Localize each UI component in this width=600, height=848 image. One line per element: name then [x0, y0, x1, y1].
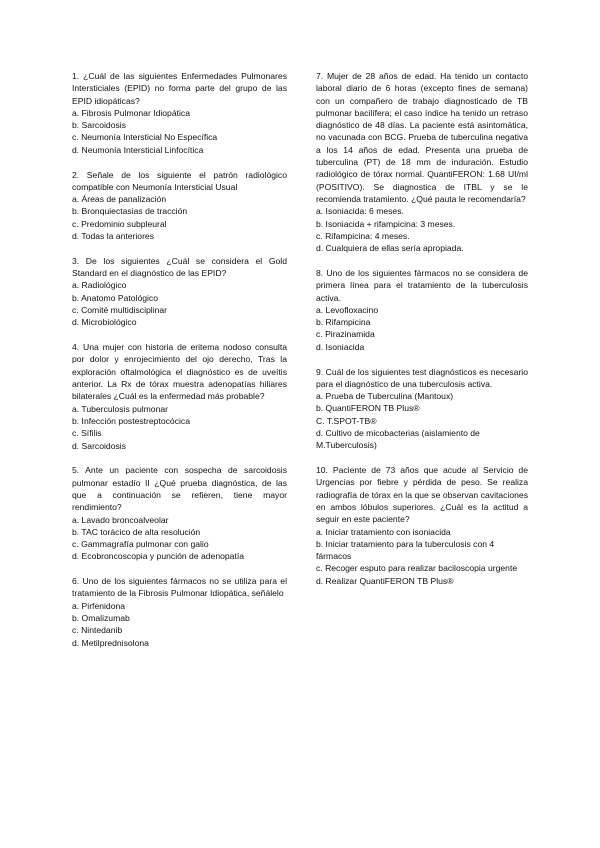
question-5: [72, 464, 287, 562]
option-b: b. Bronquiectasias de tracción: [72, 206, 188, 217]
right-column: [316, 70, 528, 600]
option-b: b. Isoniacida + rifampicina: 3 meses.: [316, 218, 456, 229]
option-c: c. Nintedanib: [72, 625, 123, 636]
option-c: c. Recoger esputo para realizar baciloscopia urgente: [316, 563, 518, 574]
question-1: [72, 70, 287, 156]
option-b: b. Rifampicina: [316, 317, 371, 328]
option-d: d. Neumonía Intersticial Linfocítica: [72, 144, 204, 155]
option-a: a. Tuberculosis pulmonar: [72, 403, 169, 414]
option-c: c. Predominio subpleural: [72, 218, 167, 229]
option-b: b. Anatomo Patológico: [72, 292, 158, 303]
question-stem: 4. Una mujer con historia de eritema nodoso consulta por dolor y enrojecimiento del ojo derecho, Tras la exploración oftalmológica el diagnóstico es de uveítis anterior. La Rx de tórax muestra adenopatías hiliares bilaterales ¿Cuál es la enfermedad más probable?: [72, 342, 287, 402]
question-6: [72, 575, 287, 649]
question-stem: 6. Uno de los siguientes fármacos no se utiliza para el tratamiento de la Fibrosis Pulmonar Idiopática, señálelo: [72, 576, 287, 599]
option-d: d. Microbiológico: [72, 317, 137, 328]
option-b: b. TAC torácico de alta resolución: [72, 526, 201, 537]
option-a: a. Radiológico: [72, 280, 127, 291]
option-c: c. Rifampicina: 4 meses.: [316, 230, 410, 241]
option-b: b. Omalizumab: [72, 613, 130, 624]
question-stem: 5. Ante un paciente con sospecha de sarcoidosis pulmonar estadío II ¿Qué prueba diagnóstica, de las que a continuación se refieren, tiene mayor rendimiento?: [72, 465, 287, 513]
question-stem: 7. Mujer de 28 años de edad. Ha tenido un contacto laboral diario de 6 horas (excepto fines de semana) con un compañero de trabajo diagnosticado de TB pulmonar bacilífera; el caso índice ha tenido un retraso diagnóstico de 48 días. La paciente está asintomática, no vacunada con BCG. Prueba de tuberculina negativa a los 14 años de edad. Presenta una prueba de tuberculina (PT) de 18 mm de induración. Estudio radiológico de tórax normal. QuantiFERON: 1.68 UI/ml (POSITIVO). Se diagnostica de ITBL y se le recomienda tratamiento. ¿Qué pauta le recomendaría?: [316, 71, 528, 204]
question-8: [316, 267, 528, 353]
left-column: [72, 70, 287, 661]
question-7: [316, 70, 528, 254]
option-a: a. Levofloxacino: [316, 304, 379, 315]
option-d: d. Isoniacida: [316, 341, 365, 352]
option-b: b. Infección postestreptocócica: [72, 415, 190, 426]
option-b: b. Iniciar tratamiento para la tuberculosis con 4 fármacos: [316, 538, 495, 562]
option-a: a. Fibrosis Pulmonar Idiopática: [72, 107, 190, 118]
question-stem: 2. Señale de los siguiente el patrón radiológico compatible con Neumonía Intersticial Usual: [72, 169, 287, 192]
question-10: [316, 464, 528, 587]
option-d: d. Ecobroncoscopia y punción de adenopatía: [72, 551, 245, 562]
option-d: d. Cualquiera de ellas sería apropiada.: [316, 243, 464, 254]
option-a: a. Áreas de panalización: [72, 194, 167, 205]
option-d: d. Metilprednisolona: [72, 637, 149, 648]
question-stem: 10. Paciente de 73 años que acude al Servicio de Urgencias por fiebre y pérdida de peso. Se realiza radiografía de tórax en la que se observan cavitaciones en ambos lóbulos superiores. ¿Cuál es la actitud a seguir en este paciente?: [316, 465, 528, 525]
option-c: c. Gammagrafía pulmonar con galio: [72, 539, 209, 550]
option-c: c. Comité multidisciplinar: [72, 305, 168, 316]
question-stem: 9. Cuál de los siguientes test diagnósticos es necesario para el diagnóstico de una tuberculosis activa.: [316, 366, 528, 389]
option-b: b. Sarcoidosis: [72, 120, 126, 131]
option-c: c. Pirazinamida: [316, 329, 375, 340]
option-d: d. Cultivo de micobacterias (aislamiento de M.Tuberculosis): [316, 428, 480, 451]
option-a: a. Isoniacida: 6 meses.: [316, 206, 404, 217]
option-a: a. Lavado broncoalveolar: [72, 514, 169, 525]
question-stem: 8. Uno de los siguientes fármacos no se considera de primera línea para el tratamiento de la tuberculosis activa.: [316, 267, 528, 303]
option-b: b. QuantiFERON TB Plus®: [316, 403, 420, 414]
option-c: c. Sífilis: [72, 428, 102, 439]
question-4: [72, 341, 287, 452]
option-a: a. Iniciar tratamiento con isoniacida: [316, 526, 451, 537]
option-a: a. Pirfenidona: [72, 600, 126, 611]
question-stem: 3. De los siguientes ¿Cuál se considera el Gold Standard en el diagnóstico de las EPID?: [72, 255, 287, 279]
option-d: d. Realizar QuantiFERON TB Plus®: [316, 575, 454, 586]
option-a: a. Prueba de Tuberculina (Mantoux): [316, 391, 454, 402]
option-d: d. Sarcoidosis: [72, 440, 126, 451]
question-3: [72, 255, 287, 329]
option-d: d. Todas la anteriores: [72, 231, 155, 242]
option-c: c. Neumonía Intersticial No Específica: [72, 132, 218, 143]
question-2: [72, 169, 287, 243]
option-c: C. T.SPOT-TB®: [316, 415, 377, 426]
question-9: [316, 366, 528, 452]
question-stem: 1. ¿Cuál de las siguientes Enfermedades Pulmonares Intersticiales (EPID) no forma parte del grupo de las EPID idiopáticas?: [72, 71, 287, 106]
